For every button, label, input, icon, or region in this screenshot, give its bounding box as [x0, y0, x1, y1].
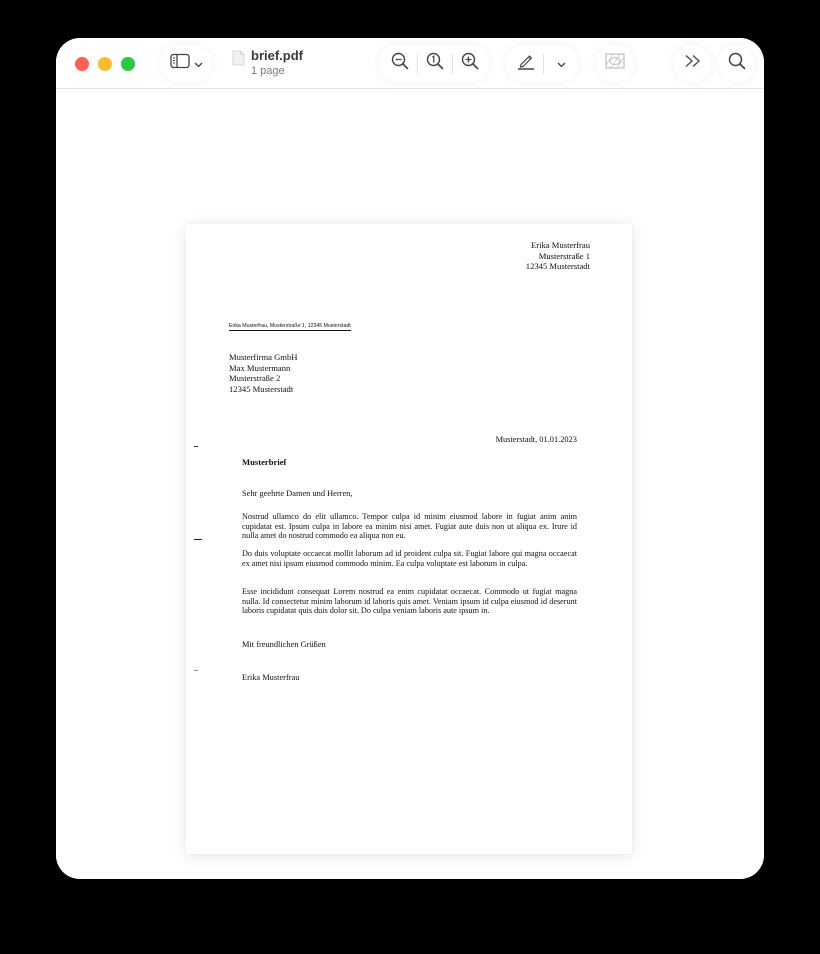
chevron-down-icon	[194, 55, 203, 73]
search-button[interactable]	[718, 45, 755, 82]
pdf-file-icon	[232, 50, 245, 66]
page-count: 1 page	[251, 65, 285, 77]
signature: Erika Musterfrau	[242, 673, 300, 682]
markup-button[interactable]	[513, 51, 539, 77]
sidebar-toggle-button[interactable]	[160, 45, 212, 82]
close-window-button[interactable]	[75, 57, 89, 71]
actual-size-button[interactable]	[422, 51, 448, 77]
recipient-address	[229, 352, 298, 395]
chevron-down-icon	[557, 55, 566, 73]
document-viewer[interactable]	[56, 90, 764, 879]
actual-size-icon	[426, 52, 444, 75]
salutation: Sehr geehrte Damen und Herren,	[242, 489, 353, 498]
body-paragraph: Nostrud ullamco do elit ullamco. Tempor culpa id minim eiusmod labore in fugiat anim anim cupidatat est. Ipsum culpa in labore ea minim nisi amet. Fugiat aute duis non ut aliqua ex. Irure id nulla amet do nostrud commodo ea aliqua non eu.	[242, 512, 577, 541]
sender-street: Musterstraße 1	[538, 250, 590, 261]
fold-mark-top	[194, 446, 198, 447]
recipient-company: Musterfirma GmbH	[229, 352, 298, 362]
markup-menu-button[interactable]	[548, 51, 574, 77]
markup-controls	[506, 45, 578, 82]
sender-city: 12345 Musterstadt	[525, 261, 590, 272]
recipient-street: Musterstraße 2	[229, 373, 281, 384]
place-date: Musterstadt, 01.01.2023	[495, 435, 577, 444]
closing: Mit freundlichen Grüßen	[242, 640, 326, 649]
fold-mark-bottom	[194, 670, 198, 671]
divider	[417, 54, 418, 74]
toolbar	[56, 38, 764, 89]
divider	[543, 54, 544, 74]
hole-punch-mark	[194, 539, 202, 540]
return-address-line: Erika Musterfrau, Musterstraße 1, 12345 Musterstadt	[229, 323, 351, 329]
recipient-city: 12345 Musterstadt	[229, 384, 294, 395]
sender-name: Erika Musterfrau	[531, 240, 590, 250]
divider	[452, 54, 453, 74]
pdf-page	[186, 224, 632, 854]
zoom-out-button[interactable]	[387, 51, 413, 77]
document-title-area	[232, 49, 303, 78]
more-tools-button[interactable]	[674, 45, 711, 82]
maximize-window-button[interactable]	[121, 57, 135, 71]
zoom-controls	[379, 45, 489, 82]
minimize-window-button[interactable]	[98, 57, 112, 71]
zoom-in-button[interactable]	[457, 51, 483, 77]
preview-window	[56, 38, 764, 879]
zoom-in-icon	[461, 52, 479, 75]
zoom-out-icon	[391, 52, 409, 75]
redact-button[interactable]	[596, 45, 634, 82]
pencil-underline-icon	[516, 52, 536, 75]
search-icon	[728, 52, 746, 75]
body-paragraph: Esse incididunt consequat Lorem nostrud ea enim cupidatat occaecat. Commodo ut fugiat magna nulla. Id consectetur minim laborum id laboris quis amet. Veniam ipsum id culpa eiusmod id deserunt laboris cupidatat quis duis dolor sit. Do culpa veniam laboris aute ipsum in.	[242, 587, 577, 616]
sidebar-icon	[170, 53, 190, 74]
letter-subject: Musterbrief	[242, 457, 287, 467]
double-chevron-right-icon	[684, 54, 702, 73]
body-paragraph: Do duis voluptate occaecat mollit laborum ad id proident culpa sit. Fugiat labore qui magna occaecat ex amet nisi ipsum eiusmod commodo minim. Ea culpa voluptate est laborum in culpa.	[242, 549, 577, 568]
sender-address	[526, 240, 590, 272]
redact-icon	[605, 53, 625, 74]
recipient-name: Max Mustermann	[229, 362, 291, 373]
document-title[interactable]: brief.pdf	[251, 48, 303, 63]
